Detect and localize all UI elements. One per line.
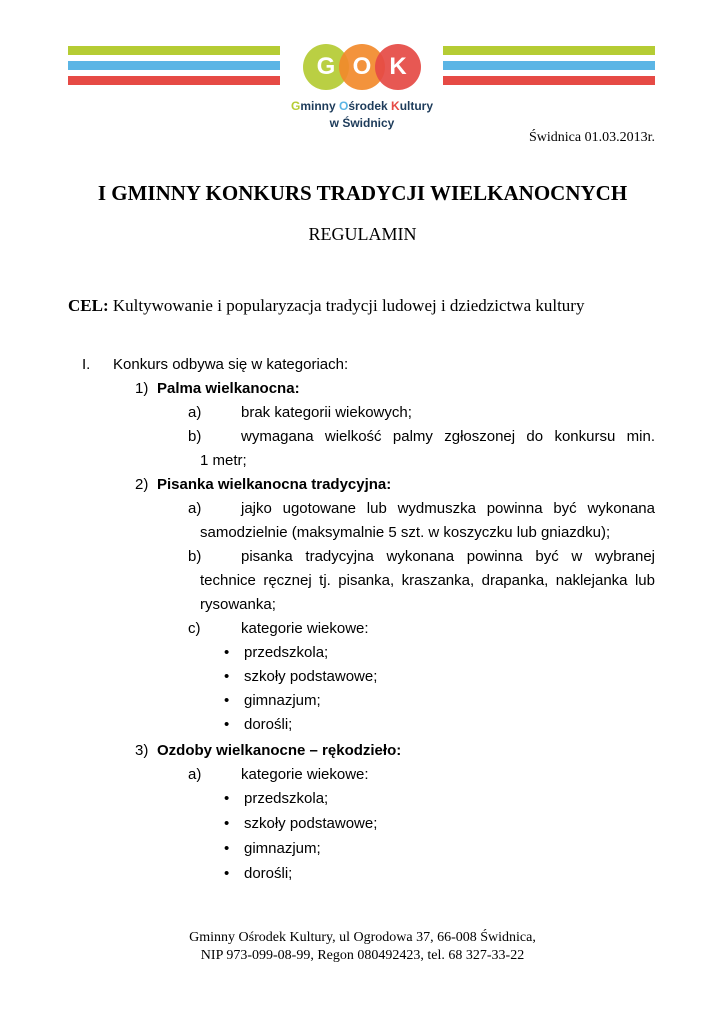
category-1-name: Palma wielkanocna: xyxy=(157,380,300,397)
category-1-b-text-line2: 1 metr; xyxy=(200,452,247,469)
list-item: szkoły podstawowe; xyxy=(244,668,378,685)
logo-circle-o: O xyxy=(339,44,385,90)
category-3-a-text: kategorie wiekowe: xyxy=(241,766,369,783)
bullet-icon: • xyxy=(224,692,230,709)
document-date: Świdnica 01.03.2013r. xyxy=(529,130,655,145)
category-3-name: Ozdoby wielkanocne – rękodzieło: xyxy=(157,742,402,759)
category-1-b-marker: b) xyxy=(188,428,202,445)
logo-name-ultury: ultury xyxy=(399,99,434,113)
category-2-c-text: kategorie wiekowe: xyxy=(241,620,369,637)
bullet-icon: • xyxy=(224,668,230,685)
bullet-icon: • xyxy=(224,644,230,661)
stripe-green-right xyxy=(443,46,655,55)
category-2-a-text-line1: jajko ugotowane lub wydmuszka powinna być wykonana xyxy=(241,500,655,517)
category-2-a-marker: a) xyxy=(188,500,202,517)
category-2-a-text-line2: samodzielnie (maksymalnie 5 szt. w koszyczku lub gniazdku); xyxy=(200,524,611,541)
list-item: gimnazjum; xyxy=(244,840,321,857)
logo-name-line2: w Świdnicy xyxy=(329,116,395,130)
category-2-b-text-line3: rysowanka; xyxy=(200,596,276,613)
goal-label: CEL: xyxy=(68,296,109,315)
stripe-red-left xyxy=(68,76,280,85)
category-1-number: 1) xyxy=(135,380,149,397)
category-2-c-marker: c) xyxy=(188,620,201,637)
list-item: szkoły podstawowe; xyxy=(244,815,378,832)
logo-circle-g: G xyxy=(303,44,349,90)
category-2-number: 2) xyxy=(135,476,149,493)
stripe-red-right xyxy=(443,76,655,85)
logo-name-minny: minny xyxy=(300,99,339,113)
category-3-a-marker: a) xyxy=(188,766,202,783)
document-title: I GMINNY KONKURS TRADYCJI WIELKANOCNYCH xyxy=(97,181,628,205)
footer-line-1: Gminny Ośrodek Kultury, ul Ogrodowa 37, 66-008 Świdnica, xyxy=(189,930,536,945)
section-numeral: I. xyxy=(82,356,91,373)
section-text: Konkurs odbywa się w kategoriach: xyxy=(113,356,349,373)
bullet-icon: • xyxy=(224,815,230,832)
bullet-icon: • xyxy=(224,865,230,882)
category-2-b-text-line1: pisanka tradycyjna wykonana powinna być w wybranej xyxy=(241,548,655,565)
list-item: gimnazjum; xyxy=(244,692,321,709)
category-1-a-text: brak kategorii wiekowych; xyxy=(241,404,412,421)
list-item: przedszkola; xyxy=(244,644,329,661)
bullet-icon: • xyxy=(224,790,230,807)
stripe-green-left xyxy=(68,46,280,55)
list-item: dorośli; xyxy=(244,865,293,882)
category-3-number: 3) xyxy=(135,742,149,759)
bullet-icon: • xyxy=(224,840,230,857)
list-item: przedszkola; xyxy=(244,790,329,807)
category-1-b-text-line1: wymagana wielkość palmy zgłoszonej do konkursu min. xyxy=(241,428,655,445)
category-1-a-marker: a) xyxy=(188,404,202,421)
footer-line-2: NIP 973-099-08-99, Regon 080492423, tel. 68 327-33-22 xyxy=(200,948,525,963)
logo-circle-k: K xyxy=(375,44,421,90)
category-2-b-marker: b) xyxy=(188,548,202,565)
goal-text: Kultywowanie i popularyzacja tradycji ludowej i dziedzictwa kultury xyxy=(112,296,585,315)
bullet-icon: • xyxy=(224,716,230,733)
logo-name-line1 xyxy=(262,99,462,113)
document-subtitle: REGULAMIN xyxy=(308,224,417,244)
logo-name-g: G xyxy=(290,99,301,113)
goal-paragraph xyxy=(68,296,584,316)
stripe-blue-right xyxy=(443,61,655,70)
category-2-b-text-line2: technice ręcznej tj. pisanka, kraszanka, drapanka, naklejanka lub xyxy=(200,572,655,589)
category-2-name: Pisanka wielkanocna tradycyjna: xyxy=(157,476,392,493)
logo-name-srodek: środek xyxy=(348,99,392,113)
logo-name-k: K xyxy=(391,99,400,113)
stripe-blue-left xyxy=(68,61,280,70)
logo-name-o: O xyxy=(338,99,349,113)
list-item: dorośli; xyxy=(244,716,293,733)
